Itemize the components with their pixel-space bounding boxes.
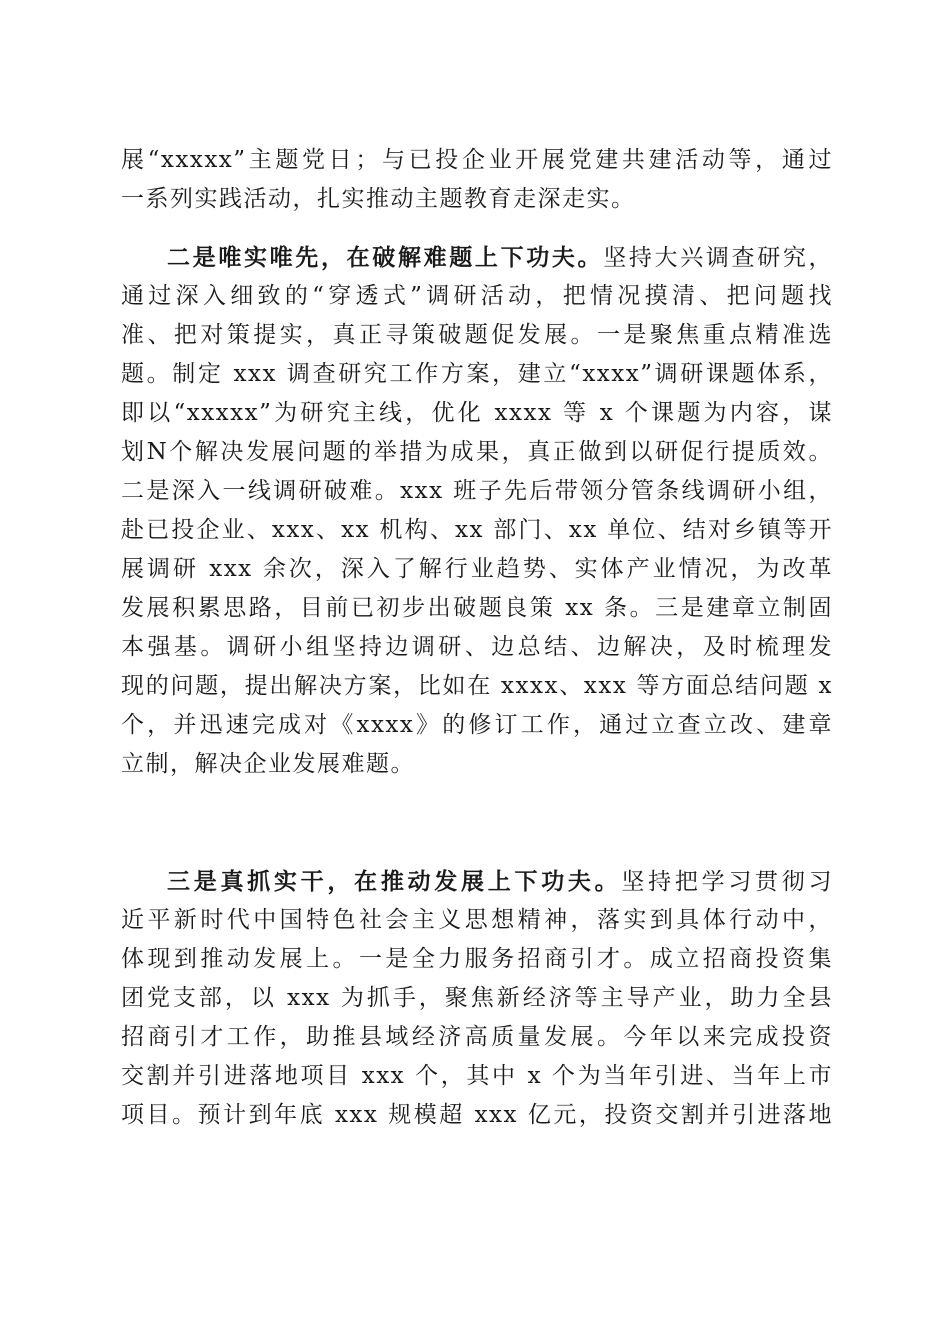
text-line: 交割并引进落地项目 xxx 个，其中 x 个为当年引进、当年上市	[121, 1063, 833, 1089]
text-line: 划N个解决发展问题的举措为成果，真正做到以研促行提质效。	[121, 439, 833, 465]
text-line: 项目。预计到年底 xxx 规模超 xxx 亿元，投资交割并引进落地	[121, 1102, 833, 1128]
text-line: 个，并迅速完成对《xxxx》的修订工作，通过立查立改、建章	[121, 712, 833, 738]
paragraph-heading: 二是唯实唯先，在破解难题上下功夫。	[167, 244, 604, 271]
text-line: 准、把对策提实，真正寻策破题促发展。一是聚焦重点精准选	[121, 322, 833, 348]
paragraph-research	[121, 238, 833, 784]
text-run: 坚持把学习贯彻习	[621, 869, 834, 895]
text-line: 体现到推动发展上。一是全力服务招商引才。成立招商投资集	[121, 946, 833, 972]
text-line: 现的问题，提出解决方案，比如在 xxxx、xxx 等方面总结问题 x	[121, 673, 833, 699]
text-line: 题。制定 xxx 调查研究工作方案，建立“xxxx”调研课题体系，	[121, 361, 833, 387]
paragraph-heading: 三是真抓实干，在推动发展上下功夫。	[167, 868, 622, 895]
text-line: 二是深入一线调研破难。xxx 班子先后带领分管条线调研小组，	[121, 478, 833, 504]
paragraph-first-line	[121, 238, 833, 277]
text-line: 展调研 xxx 余次，深入了解行业趋势、实体产业情况，为改革	[121, 556, 833, 582]
text-line: 发展积累思路，目前已初步出破题良策 xx 条。三是建章立制固	[121, 595, 833, 621]
text-line: 赴已投企业、xxx、xx 机构、xx 部门、xx 单位、结对乡镇等开	[121, 517, 833, 543]
text-run: 坚持大兴调查研究，	[603, 245, 834, 271]
text-line: 团党支部，以 xxx 为抓手，聚焦新经济等主导产业，助力全县	[121, 985, 833, 1011]
paragraph-development	[121, 862, 833, 1135]
text-line: 近平新时代中国特色社会主义思想精神，落实到具体行动中，	[121, 907, 833, 933]
text-line: 即以“xxxxx”为研究主线，优化 xxxx 等 x 个课题为内容，谋	[121, 400, 833, 426]
paragraph-continuation	[121, 141, 833, 219]
text-line: 展“xxxxx”主题党日；与已投企业开展党建共建活动等，通过	[121, 147, 833, 173]
text-line: 本强基。调研小组坚持边调研、边总结、边解决，及时梳理发	[121, 634, 833, 660]
text-line: 招商引才工作，助推县域经济高质量发展。今年以来完成投资	[121, 1024, 833, 1050]
text-line: 通过深入细致的“穿透式”调研活动，把情况摸清、把问题找	[121, 283, 833, 309]
paragraph-first-line	[121, 862, 833, 901]
text-line: 立制，解决企业发展难题。	[121, 751, 415, 777]
text-line: 一系列实践活动，扎实推动主题教育走深走实。	[121, 186, 636, 212]
